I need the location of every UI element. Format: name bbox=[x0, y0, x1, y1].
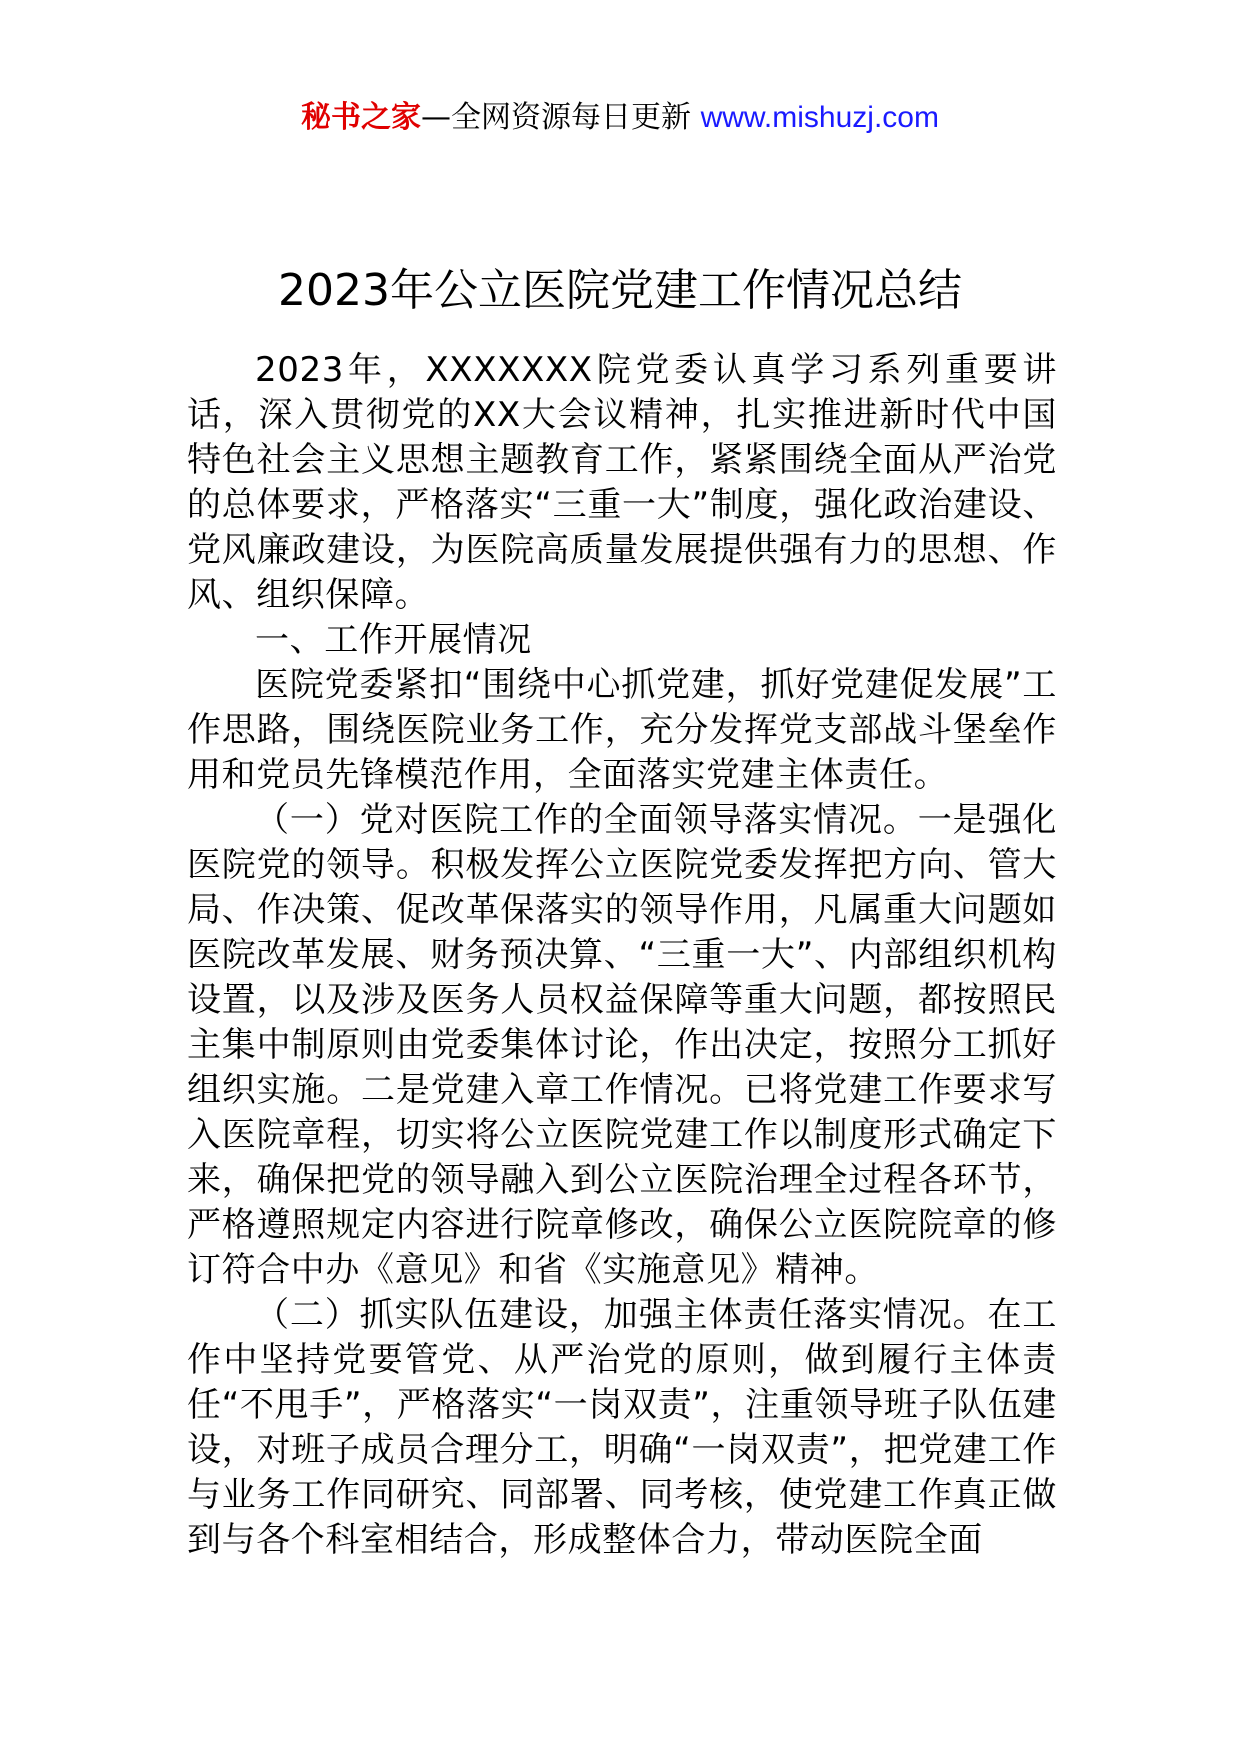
site-brand-name: 秘书之家 bbox=[301, 100, 422, 135]
intro-paragraph: 2023年，XXXXXXX院党委认真学习系列重要讲话，深入贯彻党的XX大会议精神，扎实推进新时代中国特色社会主义思想主题教育工作，紧紧围绕全面从严治党的总体要求，严格落实“三重一大”制度，强化政治建设、党风廉政建设，为医院高质量发展提供强有力的思想、作风、组织保障。 bbox=[187, 350, 1057, 615]
section-heading-work-status: 一、工作开展情况 bbox=[255, 620, 532, 660]
document-body bbox=[187, 348, 1057, 1563]
site-slogan: —全网资源每日更新 bbox=[421, 100, 701, 135]
body-paragraph: 医院党委紧扣“围绕中心抓党建，抓好党建促发展”工作思路，围绕医院业务工作，充分发挥党支部战斗堡垒作用和党员先锋模范作用，全面落实党建主体责任。 bbox=[187, 665, 1057, 795]
site-banner bbox=[0, 98, 1240, 138]
body-paragraph: （一）党对医院工作的全面领导落实情况。一是强化医院党的领导。积极发挥公立医院党委发挥把方向、管大局、作决策、促改革保落实的领导作用，凡属重大问题如医院改革发展、财务预决算、“三重一大”、内部组织机构设置，以及涉及医务人员权益保障等重大问题，都按照民主集中制原则由党委集体讨论，作出决定，按照分工抓好组织实施。二是党建入章工作情况。已将党建工作要求写入医院章程，切实将公立医院党建工作以制度形式确定下来，确保把党的领导融入到公立医院治理全过程各环节，严格遵照规定内容进行院章修改，确保公立医院院章的修订符合中办《意见》和省《实施意见》精神。 bbox=[187, 800, 1057, 1290]
document-title: 2023年公立医院党建工作情况总结 bbox=[278, 265, 962, 317]
site-url-link[interactable]: www.mishuzj.com bbox=[700, 101, 939, 134]
body-paragraph: （二）抓实队伍建设，加强主体责任落实情况。在工作中坚持党要管党、从严治党的原则，做到履行主体责任“不甩手”，严格落实“一岗双责”，注重领导班子队伍建设，对班子成员合理分工，明确“一岗双责”，把党建工作与业务工作同研究、同部署、同考核，使党建工作真正做到与各个科室相结合，形成整体合力，带动医院全面 bbox=[187, 1295, 1057, 1560]
